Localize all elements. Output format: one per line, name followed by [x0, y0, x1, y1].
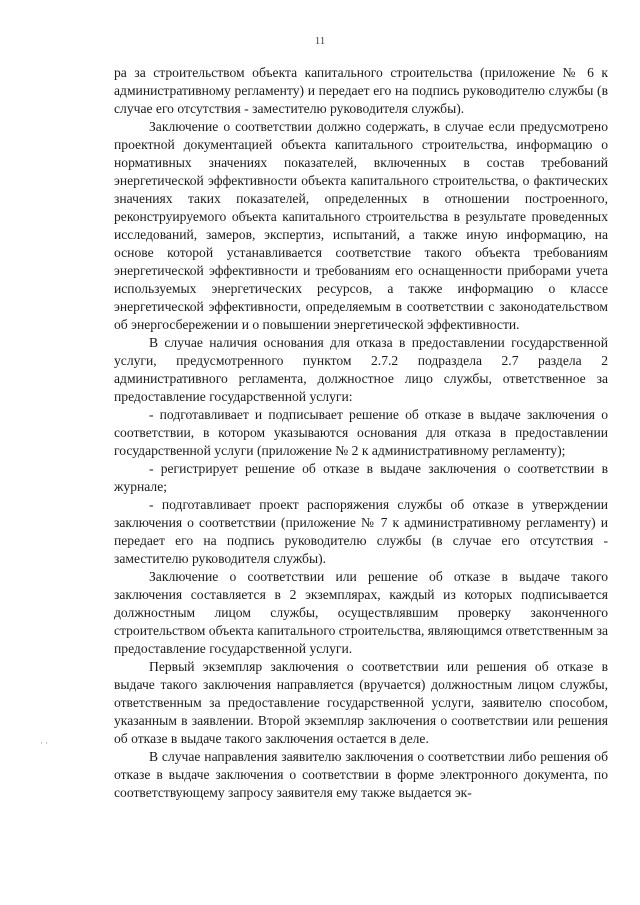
paragraph-electronic-document: В случае направления заявителю заключения о соответствии либо решения об отказе в выдаче заключения о соответствии в форме электронного документа, по соответствующему запросу заявителя ему также выдается эк-: [114, 749, 608, 800]
paragraph-refusal-grounds: В случае наличия основания для отказа в предоставлении государственной услуги, предусмотренного пунктом 2.7.2 подраздела 2.7 раздела 2 административного регламента, должностное лицо службы, ответственное за предоставление государственной услуги:: [114, 335, 608, 404]
page-number: 11: [314, 35, 326, 47]
document-body: [114, 64, 608, 802]
list-item-prepare-order: - подготавливает проект распоряжения службы об отказе в утверждении заключения о соответствии (приложение № 7 к административному регламенту) и передает его на подпись руководителю службы (в случае его отсутствия - заместителю руководителя службы).: [114, 497, 608, 566]
paragraph-first-copy: Первый экземпляр заключения о соответствии или решения об отказе в выдаче такого заключения направляется (вручается) должностным лицом службы, ответственным за предоставление государственной услуги, заявителю способом, указанным в заявлении. Второй экземпляр заключения о соответствии или решения об отказе в выдаче такого заключения остается в деле.: [114, 659, 608, 746]
paragraph-two-copies: Заключение о соответствии или решение об отказе в выдаче такого заключения составляется в 2 экземплярах, каждый из которых подписывается должностным лицом службы, осуществлявшим проверку законченного строительством объекта капитального строительства, являющимся ответственным за предоставление государственной услуги.: [114, 569, 608, 656]
paragraph-conclusion-content: Заключение о соответствии должно содержать, в случае если предусмотрено проектной документацией объекта капитального строительства, информацию о нормативных значениях показателей, включенных в состав требований энергетической эффективности объекта капитального строительства, о фактических значениях таких показателей, определенных в отношении построенного, реконструируемого объекта капитального строительства в результате проведенных исследований, замеров, экспертиз, испытаний, а также иную информацию, на основе которой устанавливается соответствие такого объекта требованиям энергетической эффективности и требованиям его оснащенности приборами учета используемых энергетических ресурсов, а также информацию о классе энергетической эффективности, определяемым в соответствии с законодательством об энергосбережении и о повышении энергетической эффективности.: [114, 119, 608, 332]
list-item-prepare-decision: - подготавливает и подписывает решение об отказе в выдаче заключения о соответствии, в котором указываются основания для отказа в предоставлении государственной услуги (приложение № 2 к административному регламенту);: [114, 407, 608, 458]
list-item-register-decision: - регистрирует решение об отказе в выдаче заключения о соответствии в журнале;: [114, 461, 608, 494]
paragraph-continuation: ра за строительством объекта капитального строительства (приложение № 6 к административному регламенту) и передает его на подпись руководителю службы (в случае его отсутствия - заместителю руководителя службы).: [114, 65, 608, 116]
margin-mark: · ·: [40, 738, 49, 748]
